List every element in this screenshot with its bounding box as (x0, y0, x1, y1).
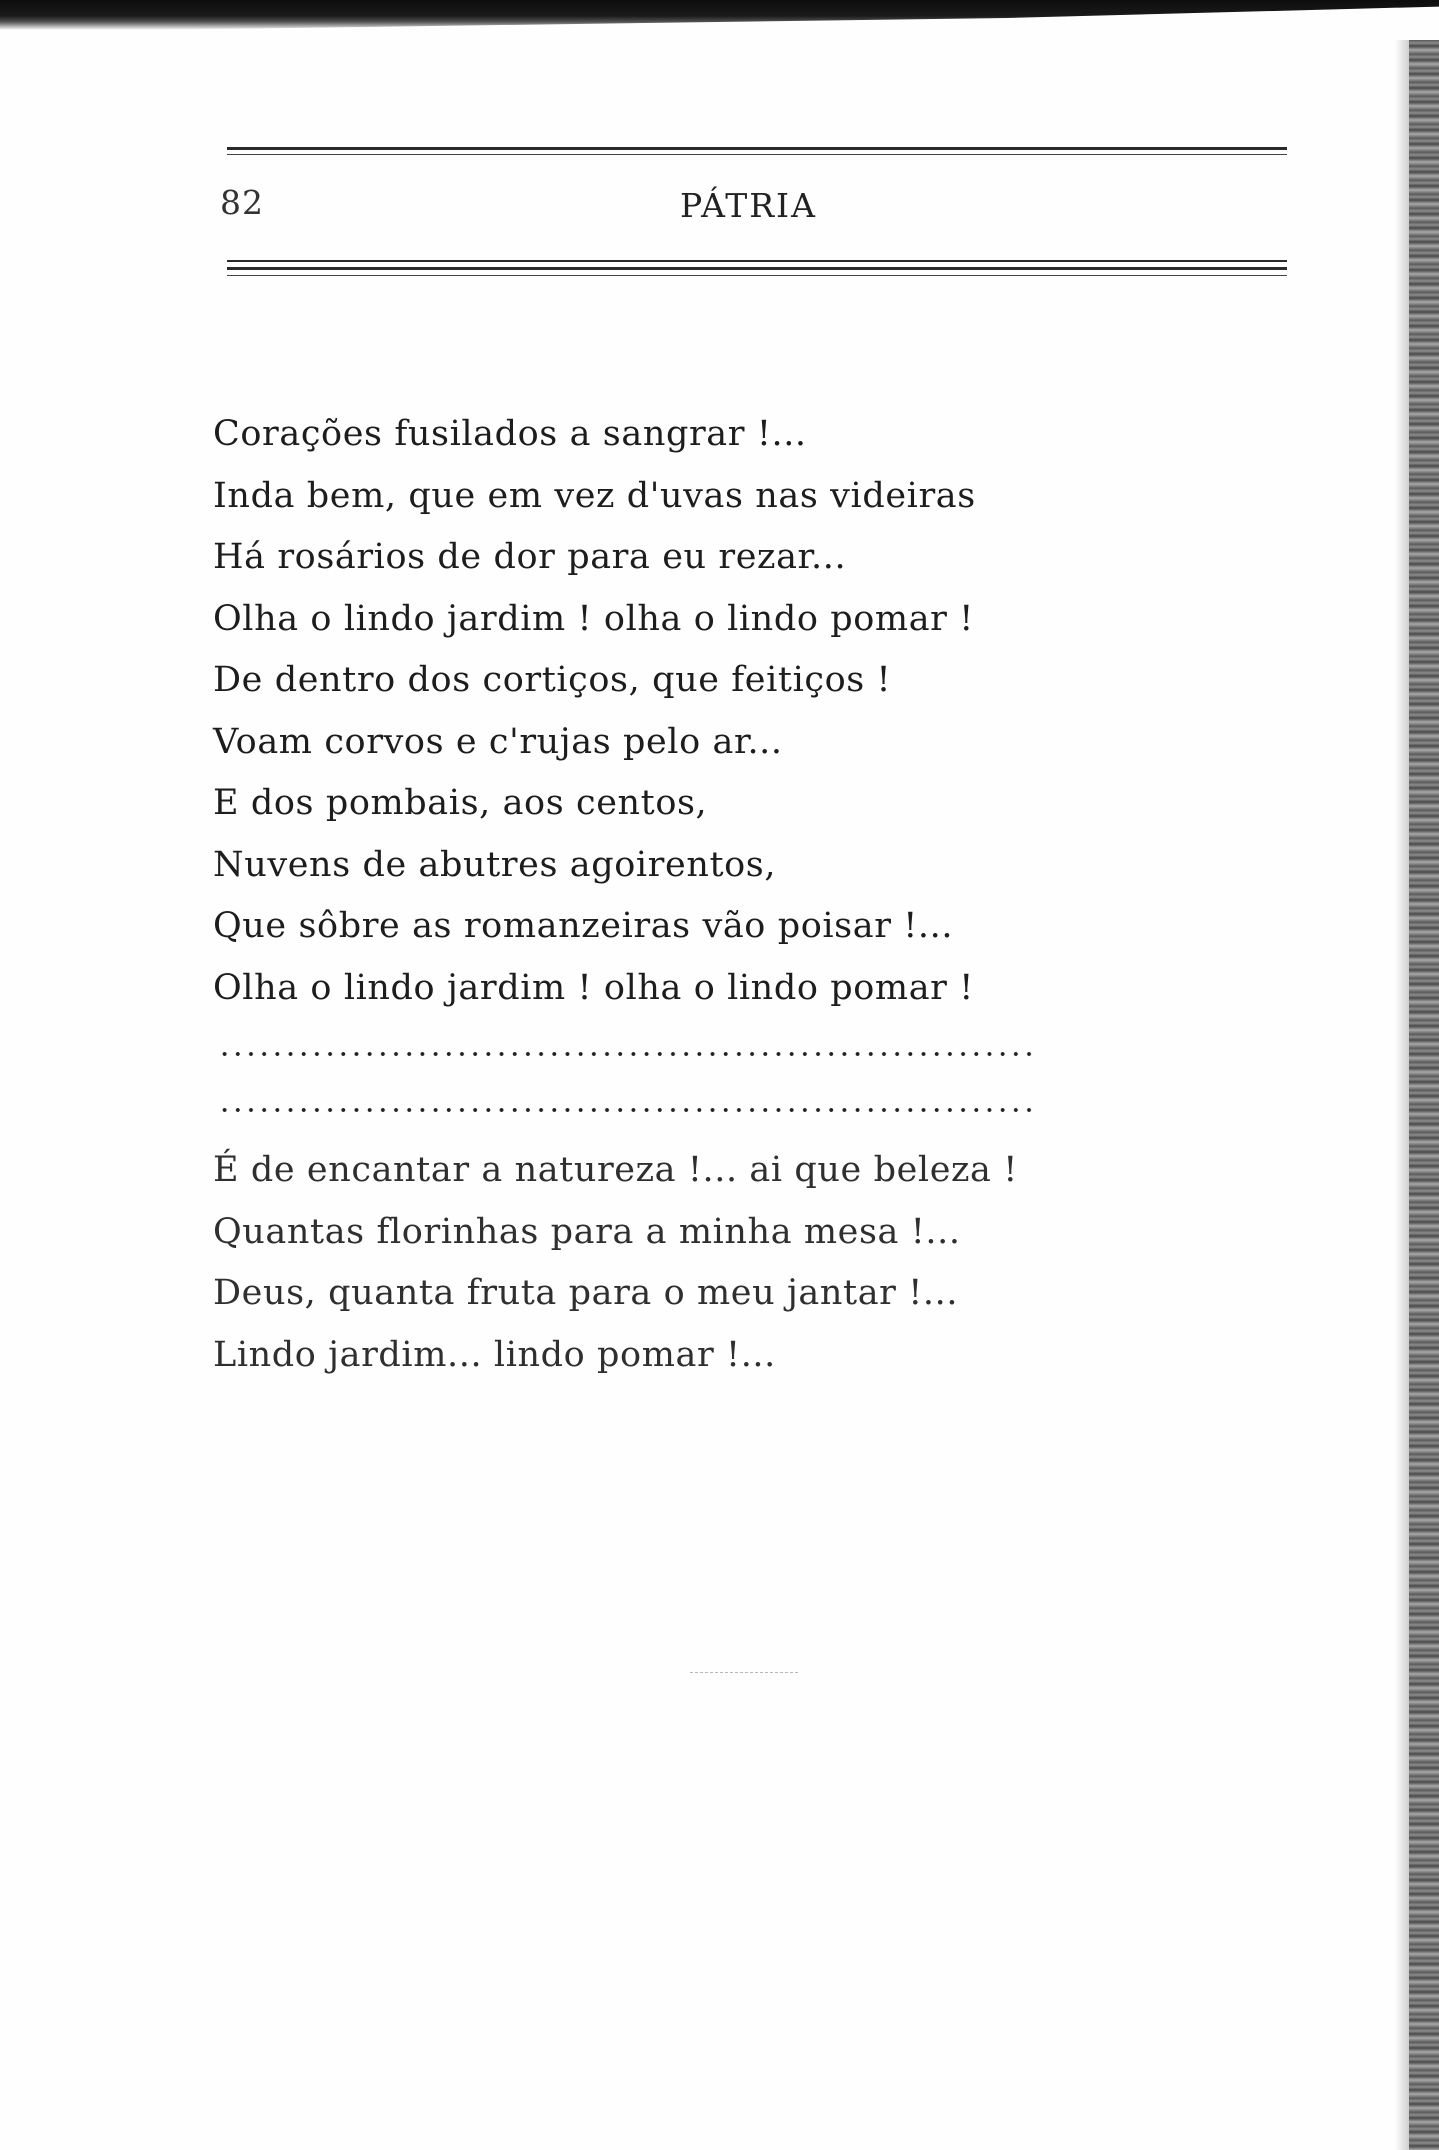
ellipsis-row (218, 1052, 1038, 1056)
verse-line: É de encantar a natureza !... ai que beleza ! (213, 1150, 1018, 1190)
verse-line: Olha o lindo jardim ! olha o lindo pomar ! (213, 598, 974, 639)
verse-line: Há rosários de dor para eu rezar... (213, 537, 847, 577)
verse-line: Nuvens de abutres agoirentos, (213, 844, 777, 885)
faint-print-mark (690, 1672, 800, 1673)
verse-line: De dentro dos cortiços, que feitiços ! (213, 660, 892, 700)
verse-line: Lindo jardim... lindo pomar !... (213, 1334, 776, 1375)
poem-stanza-1 (213, 404, 976, 1019)
header-rule-bottom (227, 260, 1287, 262)
verse-line: Corações fusilados a sangrar !... (213, 414, 807, 454)
header-rule-bottom-thick (227, 267, 1287, 270)
verse-line: Olha o lindo jardim ! olha o lindo pomar ! (213, 967, 974, 1008)
verse-line: Deus, quanta fruta para o meu jantar !... (213, 1273, 959, 1313)
verse-line: Inda bem, que em vez d'uvas nas videiras (213, 475, 976, 516)
header-rule-bottom-thin (227, 275, 1287, 276)
verse-line: Quantas florinhas para a minha mesa !... (213, 1211, 961, 1252)
verse-line: Que sôbre as romanzeiras vão poisar !... (213, 906, 954, 946)
ellipsis-row (218, 1108, 1038, 1112)
verse-line: Voam corvos e c'rujas pelo ar... (213, 721, 783, 762)
header-rule-top (227, 147, 1287, 150)
scan-binding-shadow (1395, 40, 1409, 2150)
running-title: PÁTRIA (680, 186, 817, 225)
verse-line: E dos pombais, aos centos, (213, 783, 708, 823)
scan-top-edge (0, 0, 1439, 30)
page-number: 82 (220, 183, 264, 222)
header-rule-top-thin (227, 154, 1287, 155)
poem-stanza-2 (213, 1140, 1018, 1386)
scan-binding-edge (1409, 40, 1439, 2150)
